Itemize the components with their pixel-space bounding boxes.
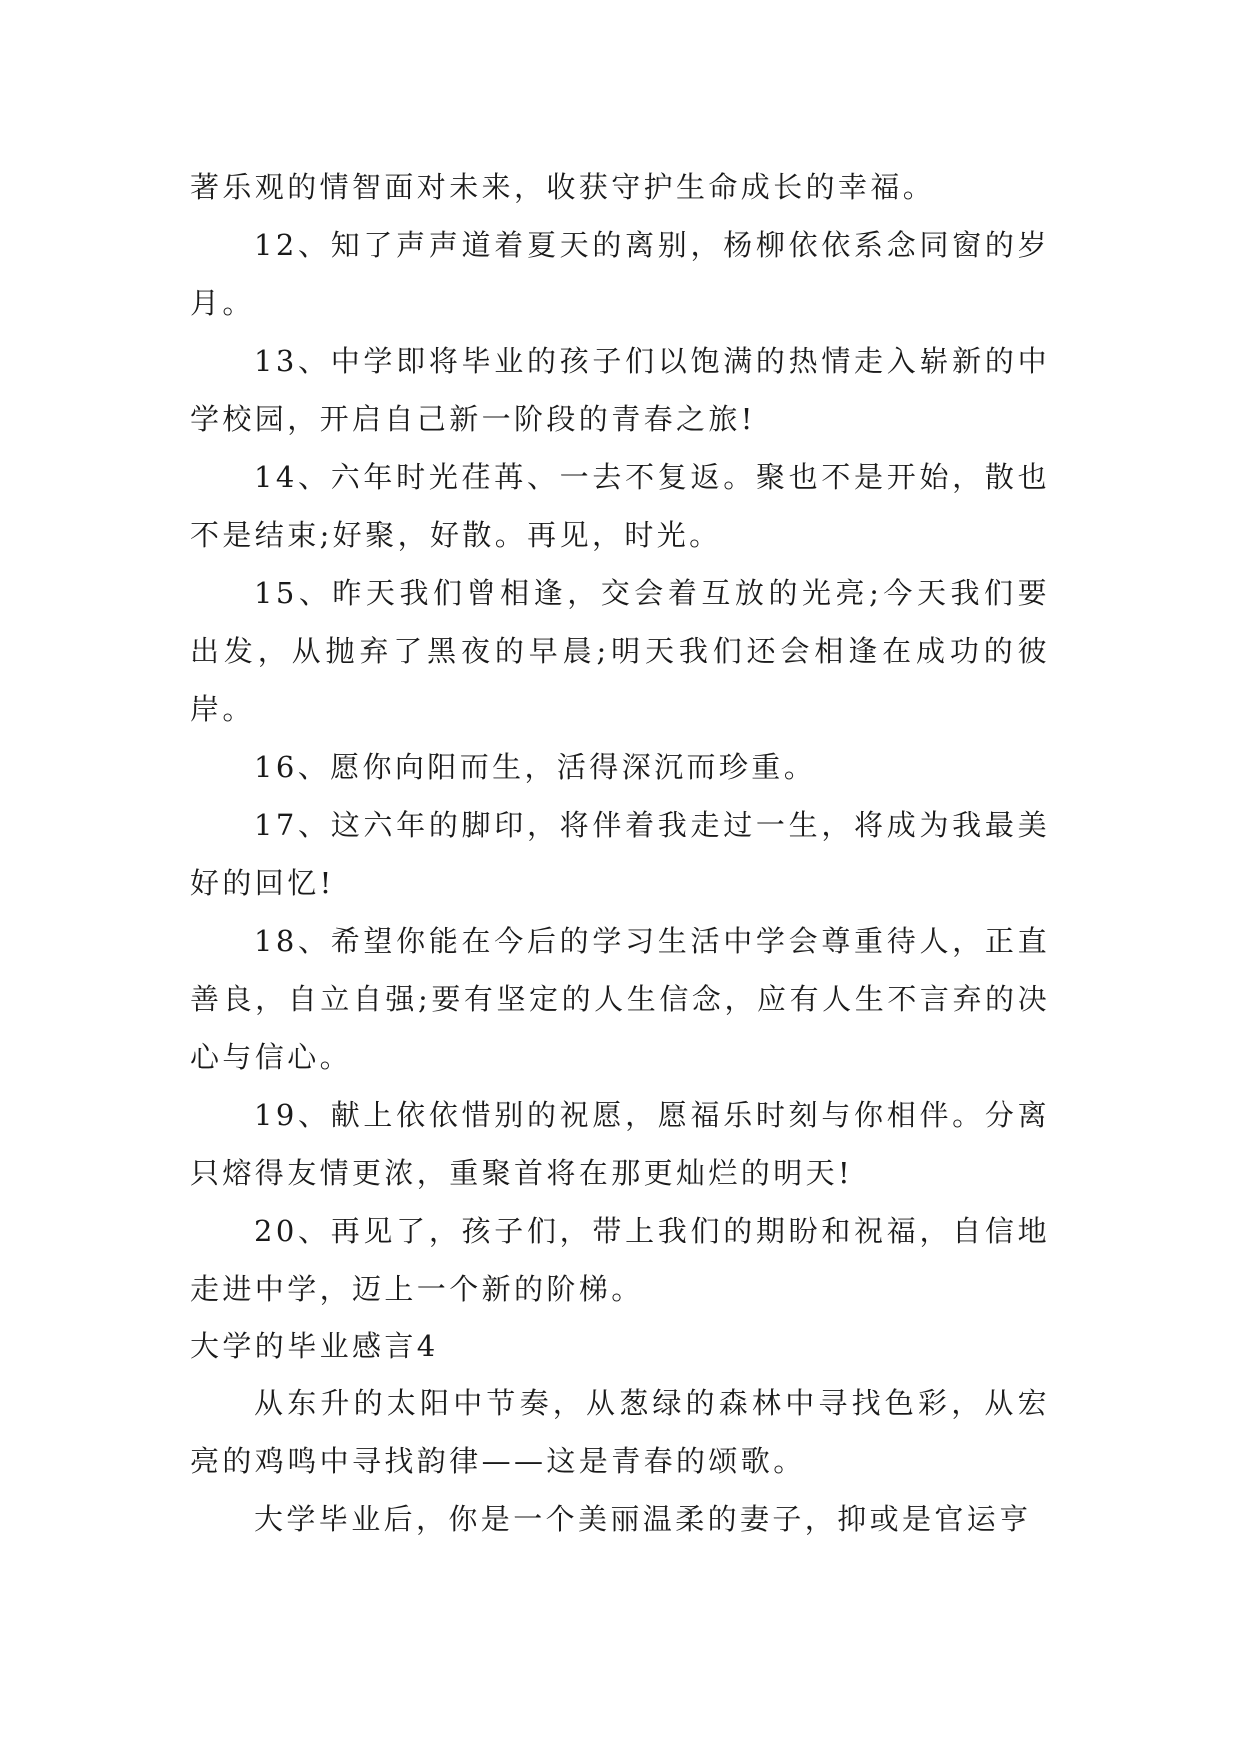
document-body: [190, 158, 1050, 1548]
paragraph: 12、知了声声道着夏天的离别，杨柳依依系念同窗的岁月。: [190, 228, 1050, 320]
paragraph: 17、这六年的脚印，将伴着我走过一生，将成为我最美好的回忆!: [190, 808, 1050, 900]
paragraph: 15、昨天我们曾相逢，交会着互放的光亮;今天我们要出发，从抛弃了黑夜的早晨;明天我们还会相逢在成功的彼岸。: [190, 576, 1050, 726]
paragraph: 大学毕业后，你是一个美丽温柔的妻子，抑或是官运亨: [254, 1502, 1032, 1536]
paragraph: 18、希望你能在今后的学习生活中学会尊重待人，正直善良，自立自强;要有坚定的人生信念，应有人生不言弃的决心与信心。: [190, 924, 1050, 1074]
paragraph: 16、愿你向阳而生，活得深沉而珍重。: [254, 750, 817, 784]
paragraph: 19、献上依依惜别的祝愿，愿福乐时刻与你相伴。分离只熔得友情更浓，重聚首将在那更灿烂的明天!: [190, 1098, 1050, 1190]
paragraph: 14、六年时光荏苒、一去不复返。聚也不是开始，散也不是结束;好聚，好散。再见，时光。: [190, 460, 1050, 552]
paragraph: 著乐观的情智面对未来，收获守护生命成长的幸福。: [190, 170, 936, 204]
paragraph: 从东升的太阳中节奏，从葱绿的森林中寻找色彩，从宏亮的鸡鸣中寻找韵律——这是青春的颂歌。: [190, 1386, 1050, 1478]
paragraph: 20、再见了，孩子们，带上我们的期盼和祝福，自信地走进中学，迈上一个新的阶梯。: [190, 1214, 1050, 1306]
paragraph: 13、中学即将毕业的孩子们以饱满的热情走入崭新的中学校园，开启自己新一阶段的青春之旅!: [190, 344, 1050, 436]
section-heading: 大学的毕业感言4: [190, 1329, 439, 1363]
